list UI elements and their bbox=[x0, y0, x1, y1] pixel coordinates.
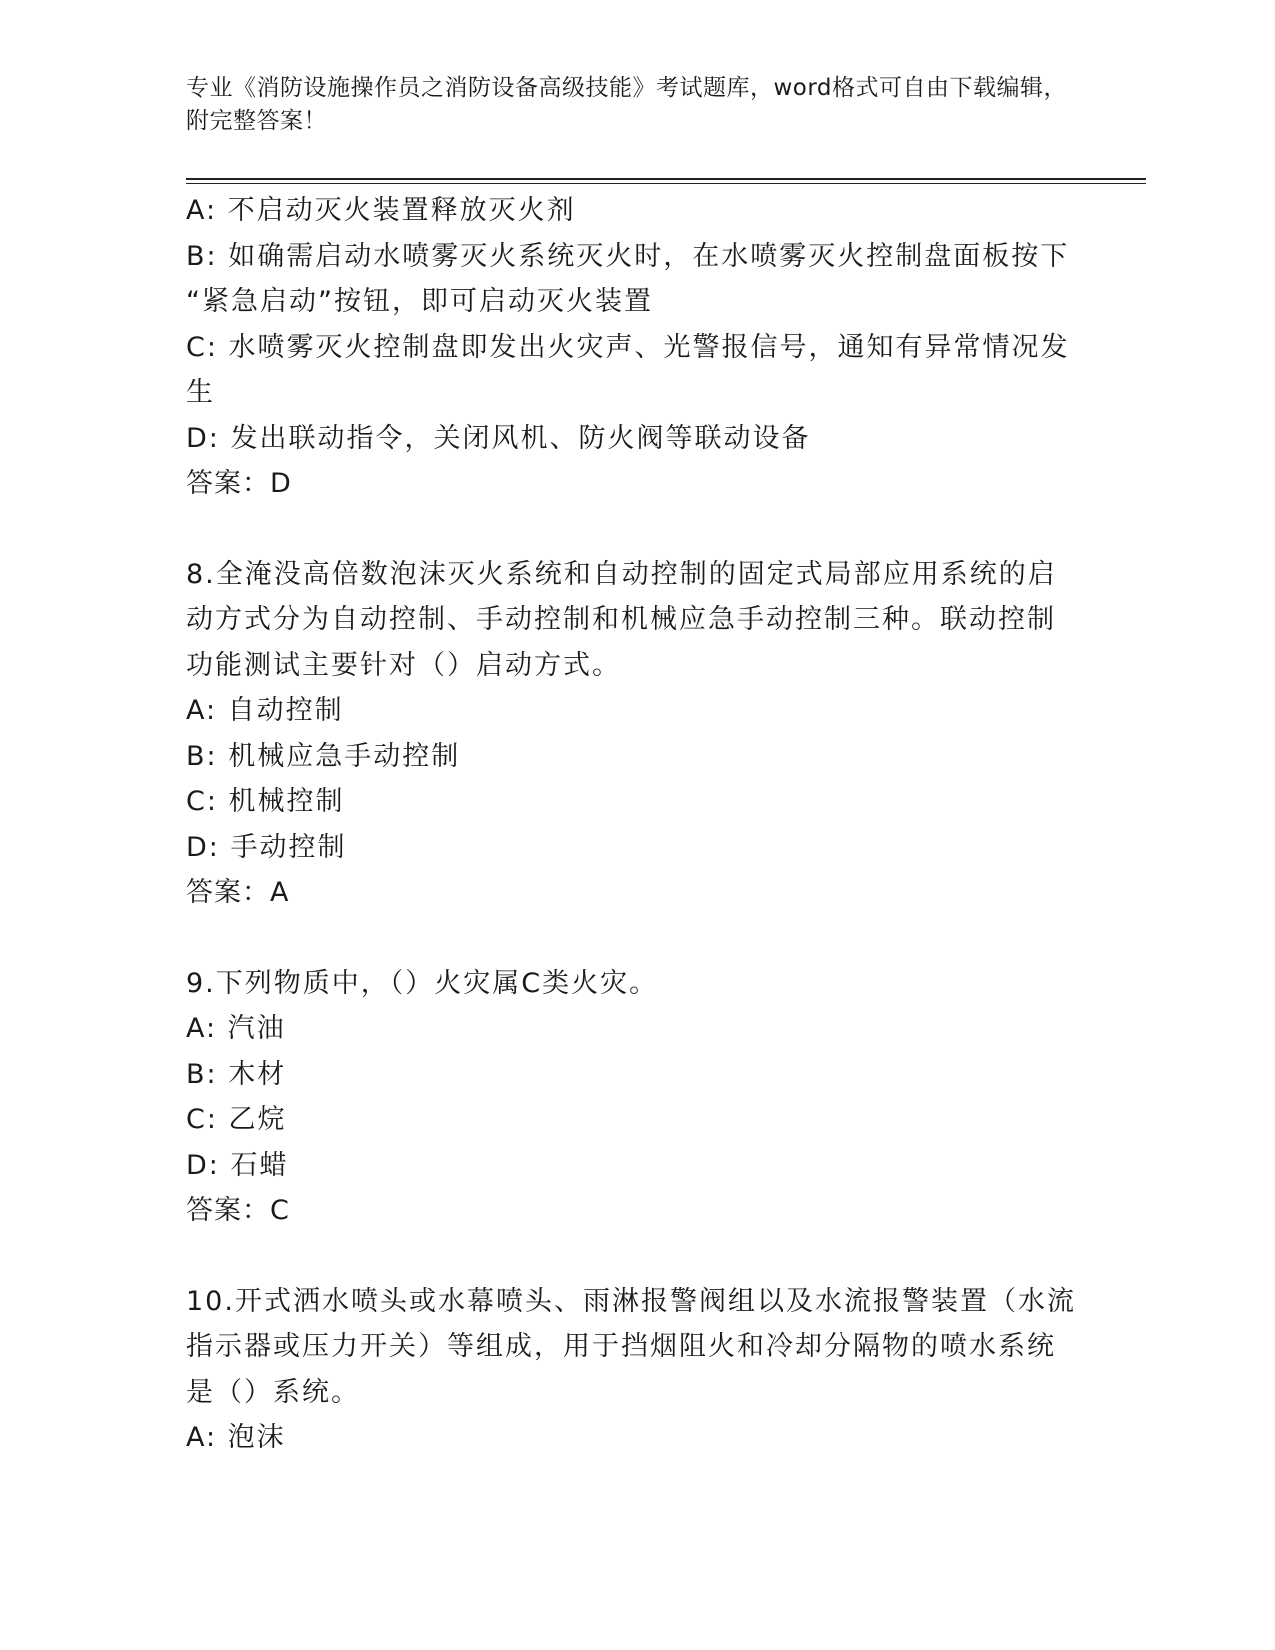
option-b-line-1: B: 如确需启动水喷雾灭火系统灭火时，在水喷雾灭火控制盘面板按下 bbox=[186, 240, 1070, 272]
header-title: 专业《消防设施操作员之消防设备高级技能》考试题库，word格式可自由下载编辑，附完整答案！ bbox=[186, 75, 1068, 134]
option-a: A: 汽油 bbox=[186, 1013, 286, 1044]
question-content bbox=[186, 188, 1086, 1461]
option-c-line-1: C: 水喷雾灭火控制盘即发出火灾声、光警报信号，通知有异常情况发 bbox=[186, 331, 1070, 363]
question-text-line-3: 功能测试主要针对（）启动方式。 bbox=[186, 649, 621, 681]
question-text-line-1: 8.全淹没高倍数泡沫灭火系统和自动控制的固定式局部应用系统的启 bbox=[186, 558, 1057, 590]
question-7-continued bbox=[186, 188, 1086, 507]
question-text-line-1: 9.下列物质中，（）火灾属C类火灾。 bbox=[186, 967, 659, 999]
option-a: A: 自动控制 bbox=[186, 695, 344, 726]
header-divider-thin bbox=[186, 183, 1146, 184]
option-b: B: 机械应急手动控制 bbox=[186, 740, 461, 772]
option-b-line-2: “紧急启动”按钮，即可启动灭火装置 bbox=[186, 286, 653, 317]
spacer bbox=[186, 507, 1086, 552]
spacer bbox=[186, 1234, 1086, 1279]
question-10 bbox=[186, 1279, 1086, 1461]
spacer bbox=[186, 916, 1086, 961]
question-text-line-2: 动方式分为自动控制、手动控制和机械应急手动控制三种。联动控制 bbox=[186, 604, 1056, 635]
answer: 答案：C bbox=[186, 1195, 290, 1226]
question-text-line-1: 10.开式洒水喷头或水幕喷头、雨淋报警阀组以及水流报警装置（水流 bbox=[186, 1285, 1076, 1317]
option-c: C: 机械控制 bbox=[186, 786, 345, 817]
question-9 bbox=[186, 961, 1086, 1234]
option-a: A: 不启动灭火装置释放灭火剂 bbox=[186, 195, 576, 226]
option-c: C: 乙烷 bbox=[186, 1104, 287, 1135]
option-d: D: 发出联动指令，关闭风机、防火阀等联动设备 bbox=[186, 422, 811, 454]
option-a: A: 泡沫 bbox=[186, 1422, 286, 1453]
answer: 答案：A bbox=[186, 877, 290, 908]
question-text-line-3: 是（）系统。 bbox=[186, 1376, 360, 1408]
header-divider-thick bbox=[186, 178, 1146, 180]
option-c-line-2: 生 bbox=[186, 377, 215, 408]
option-d: D: 石蜡 bbox=[186, 1149, 289, 1181]
page-header bbox=[186, 72, 1086, 138]
question-8 bbox=[186, 552, 1086, 916]
option-b: B: 木材 bbox=[186, 1058, 287, 1090]
question-text-line-2: 指示器或压力开关）等组成，用于挡烟阻火和冷却分隔物的喷水系统 bbox=[186, 1331, 1056, 1362]
answer: 答案：D bbox=[186, 468, 292, 499]
option-d: D: 手动控制 bbox=[186, 831, 347, 863]
